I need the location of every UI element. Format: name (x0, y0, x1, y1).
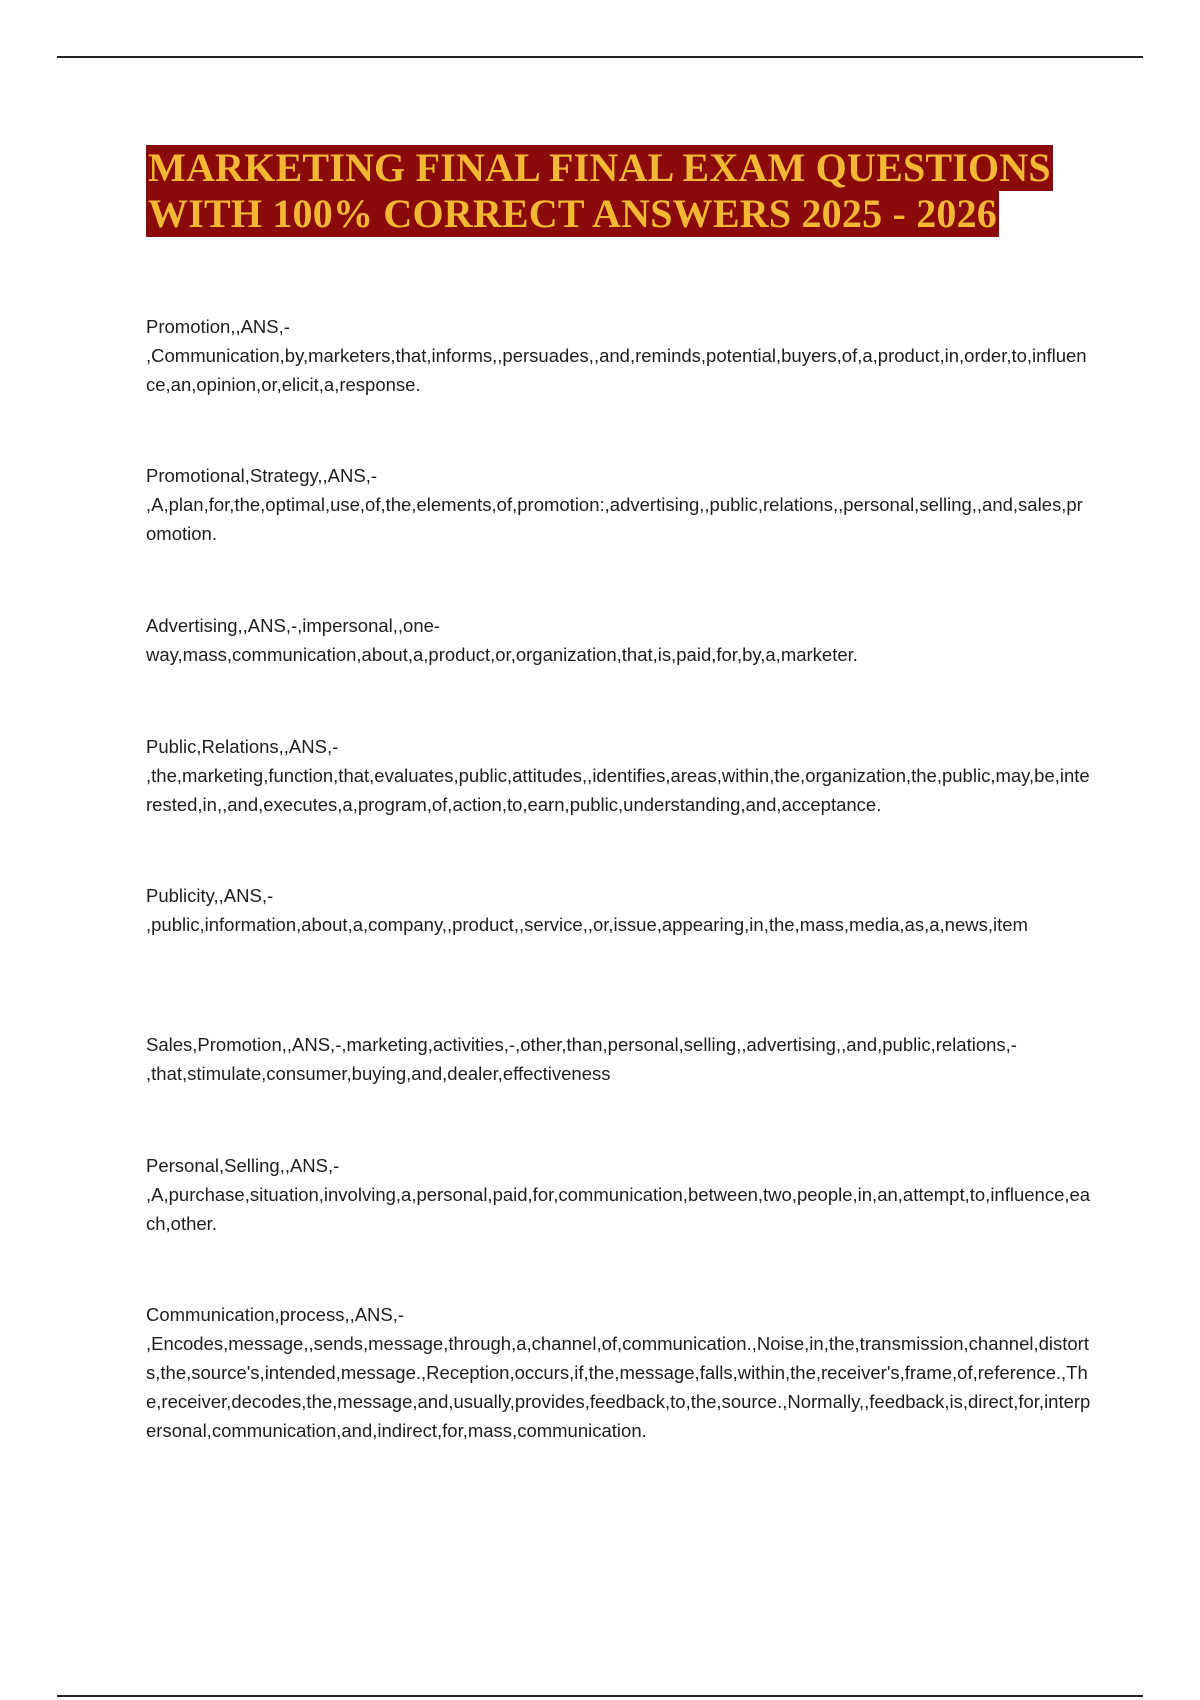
entry-term: Sales,Promotion,,ANS,-,marketing,activities,-,other,than,personal,selling,,advertising,,and,public,relations,- (146, 1034, 1017, 1055)
entry-term: Communication,process,,ANS,- (146, 1304, 405, 1325)
entry-term: Personal,Selling,,ANS,- (146, 1155, 340, 1176)
qa-entry (146, 461, 1092, 548)
entry-definition: ,Encodes,message,,sends,message,through,a,channel,of,communication.,Noise,in,the,transmission,channel,distorts,the,source's,intended,message.,Reception,occurs,if,the,message,falls,within,the,receiver's,frame,of,reference.,The,receiver,decodes,the,message,and,usually,provides,feedback,to,the,source.,Normally,,feedback,is,direct,for,interpersonal,communication,and,indirect,for,mass,communication. (146, 1333, 1091, 1441)
entry-definition: ,A,plan,for,the,optimal,use,of,the,elements,of,promotion:,advertising,,public,relations,,personal,selling,,and,sales,promotion. (146, 494, 1083, 544)
qa-entry (146, 1151, 1092, 1238)
entry-definition: ,public,information,about,a,company,,product,,service,,or,issue,appearing,in,the,mass,media,as,a,news,item (146, 914, 1028, 935)
bottom-rule (57, 1695, 1143, 1697)
qa-entry (146, 881, 1092, 939)
entry-definition: way,mass,communication,about,a,product,or,organization,that,is,paid,for,by,a,marketer. (146, 644, 858, 665)
entry-term: Publicity,,ANS,- (146, 885, 274, 906)
qa-entry (146, 1300, 1092, 1445)
entry-definition: ,the,marketing,function,that,evaluates,public,attitudes,,identifies,areas,within,the,organization,the,public,may,be,interested,in,,and,executes,a,program,of,action,to,earn,public,understanding,and,acceptance. (146, 765, 1090, 815)
qa-entry (146, 732, 1092, 819)
qa-entry (146, 312, 1092, 399)
entry-definition: ,A,purchase,situation,involving,a,personal,paid,for,communication,between,two,people,in,an,attempt,to,influence,each,other. (146, 1184, 1091, 1234)
entry-definition: ,that,stimulate,consumer,buying,and,dealer,effectiveness (146, 1063, 611, 1084)
entry-term: Promotion,,ANS,- (146, 316, 290, 337)
title-line-1: MARKETING FINAL FINAL EXAM QUESTIONS (148, 145, 1051, 190)
document-title (146, 145, 1076, 237)
top-rule (57, 56, 1143, 58)
entry-term: Advertising,,ANS,-,impersonal,,one- (146, 615, 441, 636)
qa-entry (146, 1030, 1092, 1088)
entry-definition: ,Communication,by,marketers,that,informs,,persuades,,and,reminds,potential,buyers,of,a,product,in,order,to,influence,an,opinion,or,elicit,a,response. (146, 345, 1087, 395)
entry-term: Public,Relations,,ANS,- (146, 736, 339, 757)
qa-entry (146, 611, 1092, 669)
entry-term: Promotional,Strategy,,ANS,- (146, 465, 377, 486)
title-line-2: WITH 100% CORRECT ANSWERS 2025 - 2026 (148, 191, 998, 236)
